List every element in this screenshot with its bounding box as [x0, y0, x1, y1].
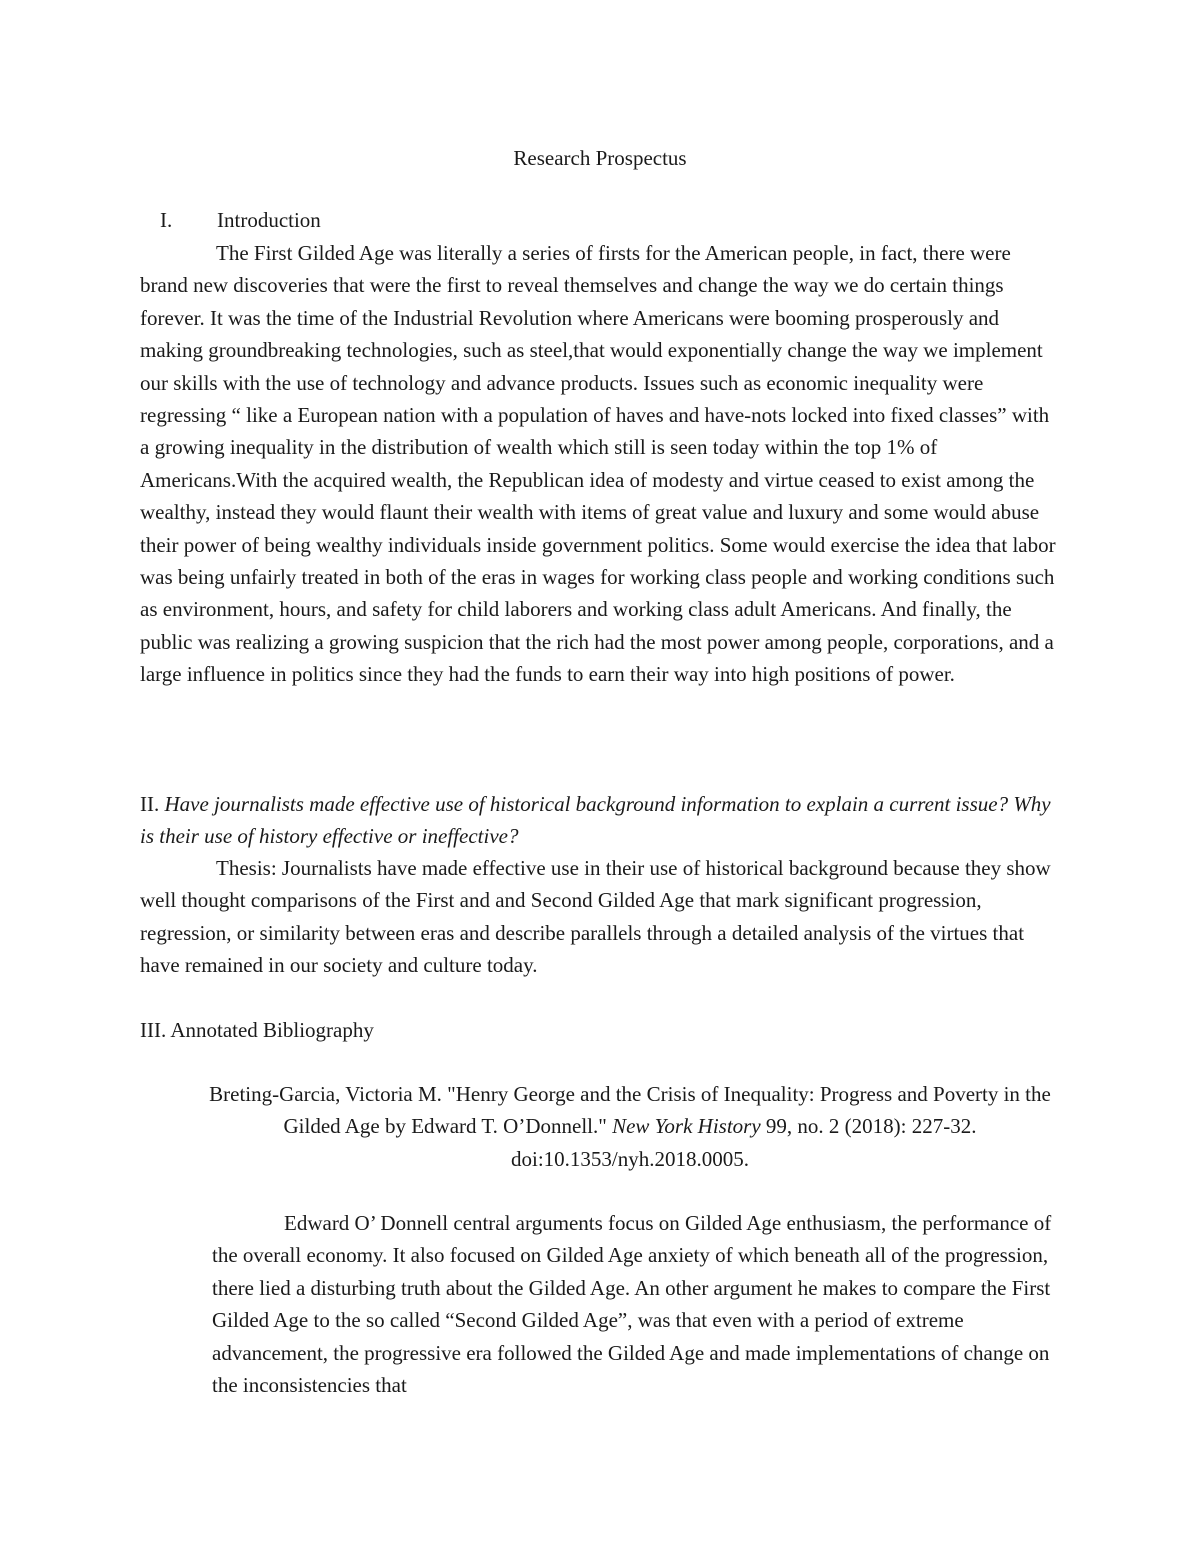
introduction-paragraph: The First Gilded Age was literally a series of firsts for the American people, in fact, there were brand new discoveries that were the first to reveal themselves and change the way we do certain things forever. It was the time of the Industrial Revolution where Americans were booming prosperously and making groundbreaking technologies, such as steel,that would exponentially change the way we implement our skills with the use of technology and advance products. Issues such as economic inequality were regressing “ like a European nation with a population of haves and have-nots locked into fixed classes” with a growing inequality in the distribution of wealth which still is seen today within the top 1% of Americans.With the acquired wealth, the Republican idea of modesty and virtue ceased to exist among the wealthy, instead they would flaunt their wealth with items of great value and luxury and some would abuse their power of being wealthy individuals inside government politics. Some would exercise the idea that labor was being unfairly treated in both of the eras in wages for working class people and working conditions such as environment, hours, and safety for child laborers and working class adult Americans. And finally, the public was realizing a growing suspicion that the rich had the most power among people, corporations, and a large influence in politics since they had the funds to earn their way into high positions of power. [140, 241, 1056, 687]
section-1-number: I. [160, 208, 173, 232]
section-1-title: Introduction [217, 208, 321, 232]
thesis-paragraph: Thesis: Journalists have made effective use in their use of historical background because they show well thought comparisons of the First and and Second Gilded Age that mark significant progression, regression, or similarity between eras and describe parallels through a detailed analysis of the virtues that have remained in our society and culture today. [140, 856, 1051, 978]
section-2-number: II. [140, 792, 160, 816]
research-question-text: Have journalists made effective use of historical background information to explain a current issue? Why is their use of history effective or ineffective? [140, 792, 1051, 849]
citation-journal: New York History [612, 1114, 761, 1139]
document-title: Research Prospectus [513, 146, 687, 170]
section-3-heading: III. Annotated Bibliography [140, 1018, 374, 1042]
section-1-heading [160, 205, 321, 235]
section-2-research-question [140, 788, 1060, 853]
citation-author-title: Breting-Garcia, Victoria M. "Henry George and the Crisis of Inequality: Progress and Poverty in the Gilded Age by Edward T. O’Donnell." [209, 1082, 1051, 1139]
bibliography-citation [200, 1078, 1060, 1175]
annotation-paragraph: Edward O’ Donnell central arguments focus on Gilded Age enthusiasm, the performance of the overall economy. It also focused on Gilded Age anxiety of which beneath all of the progression, there lied a disturbing truth about the Gilded Age. An other argument he makes to compare the First Gilded Age to the so called “Second Gilded Age”, was that even with a period of extreme advancement, the progressive era followed the Gilded Age and made implementations of change on the inconsistencies that [212, 1211, 1052, 1398]
citation-details: 99, no. 2 (2018): 227-32. doi:10.1353/nyh.2018.0005. [510, 1114, 977, 1171]
